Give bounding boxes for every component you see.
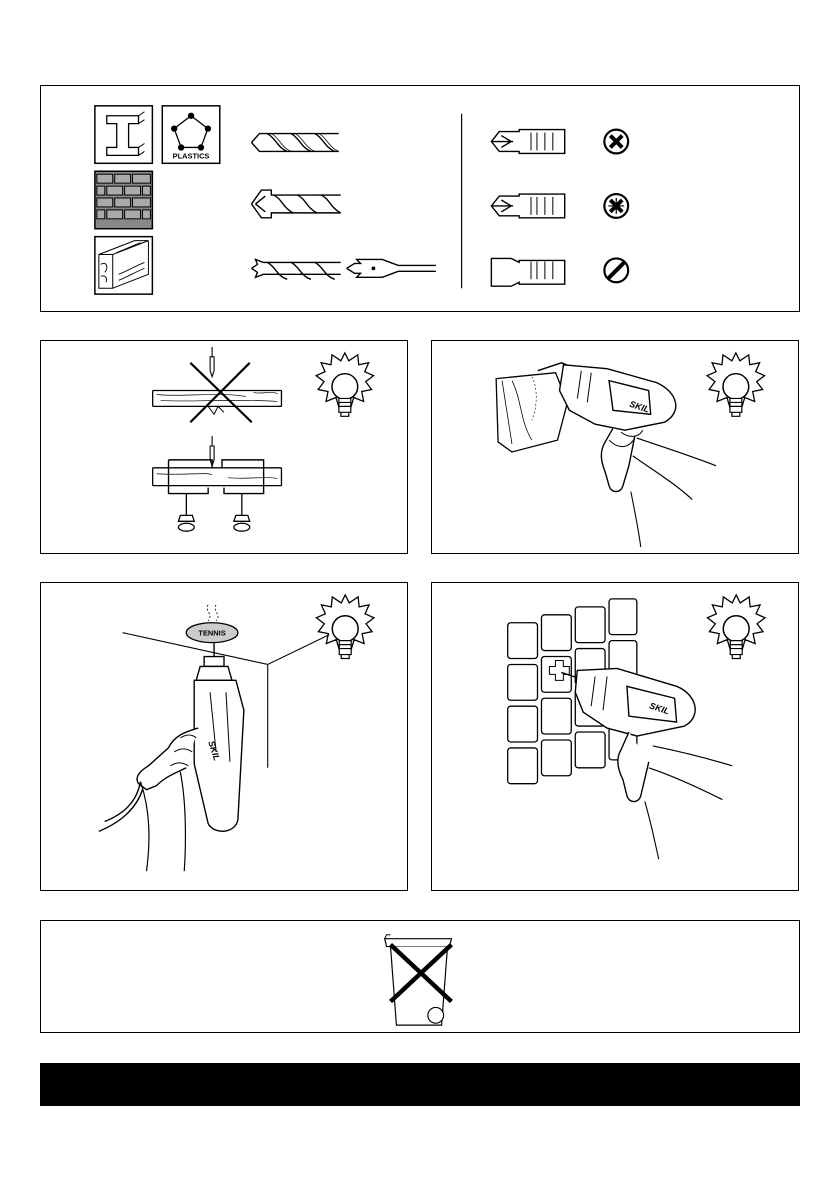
materials-and-bits-drawing xyxy=(41,86,799,311)
phillips-bit xyxy=(491,130,564,154)
footer-black-bar xyxy=(40,1063,800,1106)
brand-label: SKIL xyxy=(648,700,671,717)
metal-drill-bit xyxy=(251,134,338,152)
slotted-screw-icon xyxy=(604,258,628,282)
masonry-drill-bit xyxy=(251,190,340,218)
brand-label: SKIL xyxy=(628,398,651,415)
tennis-label: TENNIS xyxy=(198,628,226,638)
disposal-drawing xyxy=(41,921,799,1032)
materials-and-bits-panel xyxy=(40,85,800,312)
tile-drilling-drawing xyxy=(432,583,798,890)
crossed-out-wheelie-bin-icon xyxy=(385,935,452,1025)
plastics-label: PLASTICS xyxy=(172,151,210,161)
wood-icon xyxy=(95,237,152,294)
phillips-screw-icon xyxy=(604,130,628,154)
wrong-drilling-illustration xyxy=(153,347,282,422)
dust-catcher-drawing xyxy=(432,341,798,553)
plastics-icon xyxy=(162,106,219,163)
masonry-icon xyxy=(95,171,152,228)
light-bulb-icon xyxy=(316,595,374,659)
pozidriv-screw-icon xyxy=(604,194,628,218)
flat-wood-bit xyxy=(347,259,436,277)
tennis-ball-illustration xyxy=(186,605,238,643)
wood-drill-bit xyxy=(251,259,340,279)
light-bulb-icon xyxy=(707,353,764,416)
pozidriv-bit xyxy=(491,194,564,218)
tip-panel-dust-catcher xyxy=(431,340,799,554)
light-bulb-icon xyxy=(316,353,373,416)
tip-panel-tile-drilling xyxy=(431,582,799,891)
clamp-workpiece-drawing xyxy=(41,341,407,553)
light-bulb-icon xyxy=(707,595,765,659)
steel-icon xyxy=(95,106,152,163)
overhead-drilling-drawing xyxy=(41,583,407,890)
paper-dust-catcher-illustration xyxy=(496,373,567,452)
slotted-bit xyxy=(491,258,564,286)
drill-illustration xyxy=(538,363,716,547)
tip-panel-clamp-workpiece xyxy=(40,340,408,554)
disposal-panel xyxy=(40,920,800,1033)
correct-drilling-illustration xyxy=(153,436,282,531)
tip-panel-overhead-drilling xyxy=(40,582,408,891)
brand-label: SKIL xyxy=(206,739,223,762)
